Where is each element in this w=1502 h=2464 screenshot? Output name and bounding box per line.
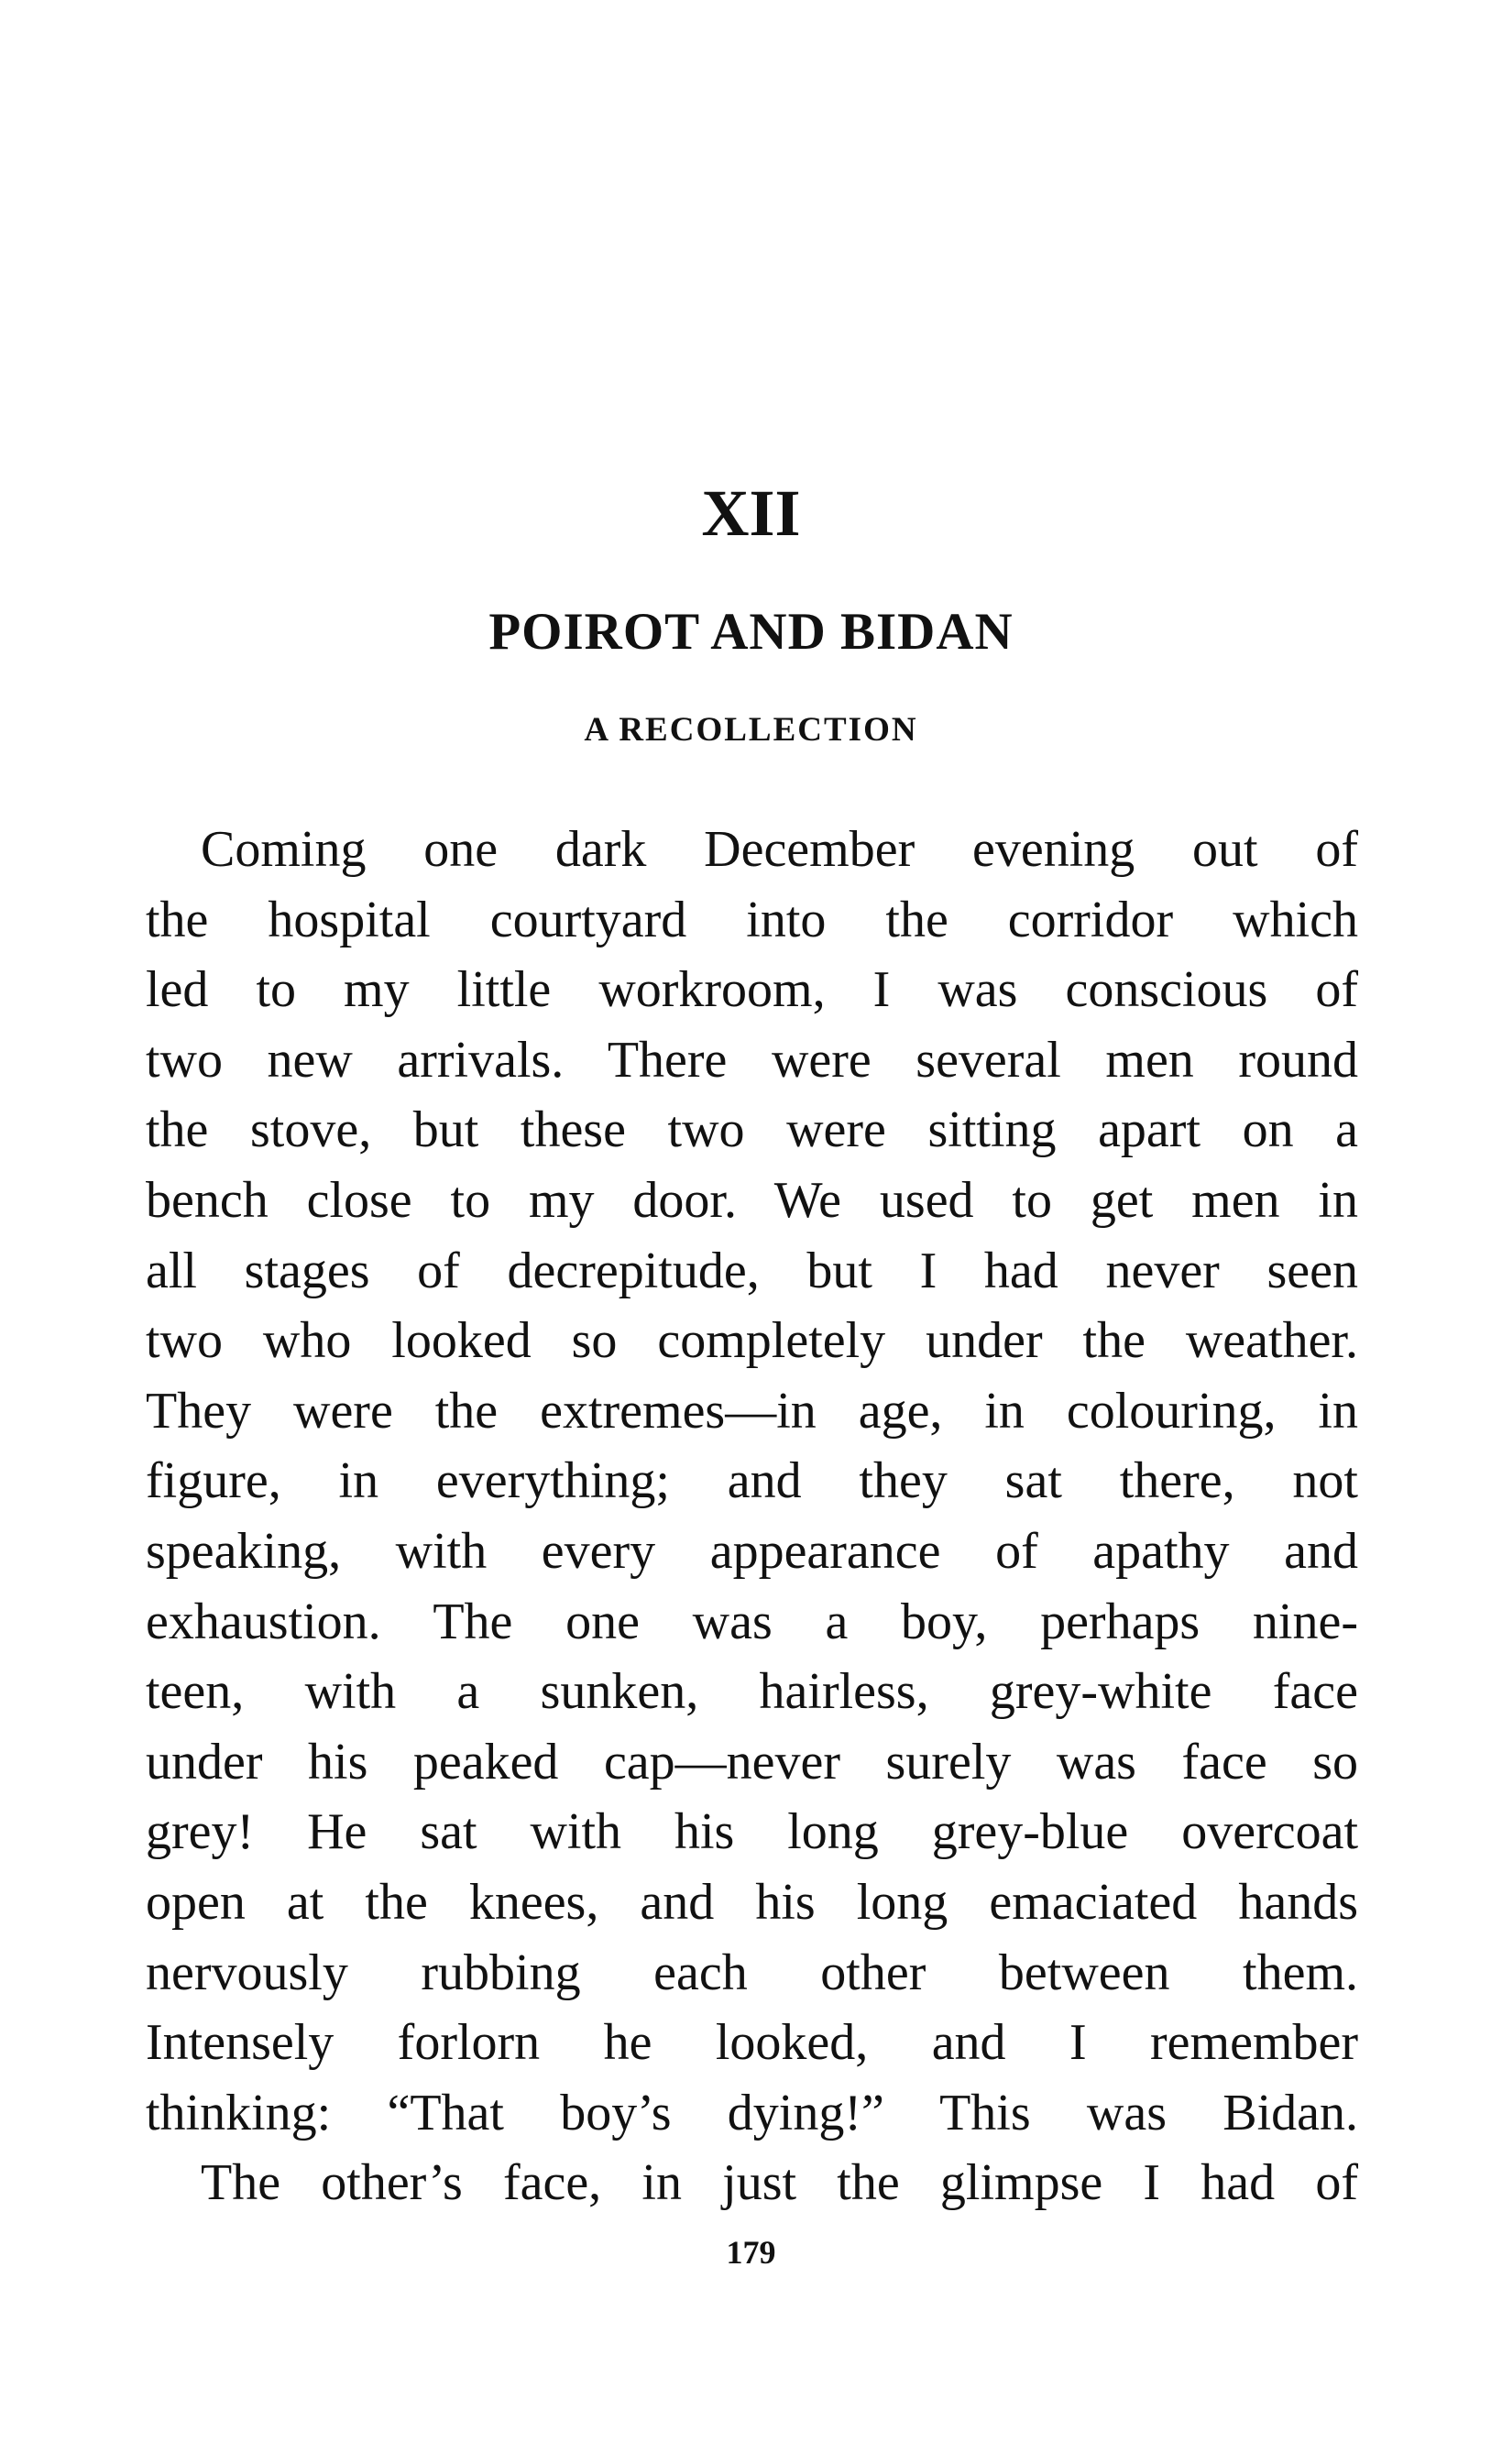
text-line: nervously rubbing each other between them. — [146, 1944, 1358, 2001]
text-line: the hospital courtyard into the corridor which — [146, 891, 1358, 948]
text-line: The other’s face, in just the glimpse I had of — [201, 2154, 1358, 2212]
chapter-title: POIROT AND BIDAN — [488, 603, 1014, 661]
text-line: two who looked so completely under the weather. — [146, 1312, 1358, 1370]
text-line: under his peaked cap—never surely was face so — [146, 1733, 1358, 1791]
text-line: They were the extremes—in age, in colouring, in — [146, 1382, 1358, 1440]
chapter-number: XII — [701, 476, 801, 550]
text-line: figure, in everything; and they sat there, not — [146, 1452, 1358, 1510]
text-line: the stove, but these two were sitting apart on a — [146, 1101, 1358, 1159]
text-line: Coming one dark December evening out of — [201, 821, 1358, 878]
text-line: led to my little workroom, I was conscious of — [146, 961, 1358, 1019]
text-line: Intensely forlorn he looked, and I remember — [146, 2014, 1358, 2072]
body-text — [146, 815, 1358, 2218]
text-line: two new arrivals. There were several men round — [146, 1031, 1358, 1089]
text-line: open at the knees, and his long emaciated hands — [146, 1873, 1358, 1931]
chapter-subtitle: A RECOLLECTION — [584, 711, 918, 749]
text-line: exhaustion. The one was a boy, perhaps nine- — [146, 1593, 1358, 1650]
text-line: grey! He sat with his long grey-blue overcoat — [146, 1803, 1358, 1861]
text-line: speaking, with every appearance of apathy and — [146, 1522, 1358, 1580]
text-line: thinking: “That boy’s dying!” This was Bidan. — [146, 2084, 1358, 2141]
text-line: all stages of decrepitude, but I had never seen — [146, 1242, 1358, 1299]
text-line: bench close to my door. We used to get men in — [146, 1171, 1358, 1229]
text-line: teen, with a sunken, hairless, grey-white face — [146, 1663, 1358, 1721]
page-number: 179 — [726, 2234, 776, 2271]
